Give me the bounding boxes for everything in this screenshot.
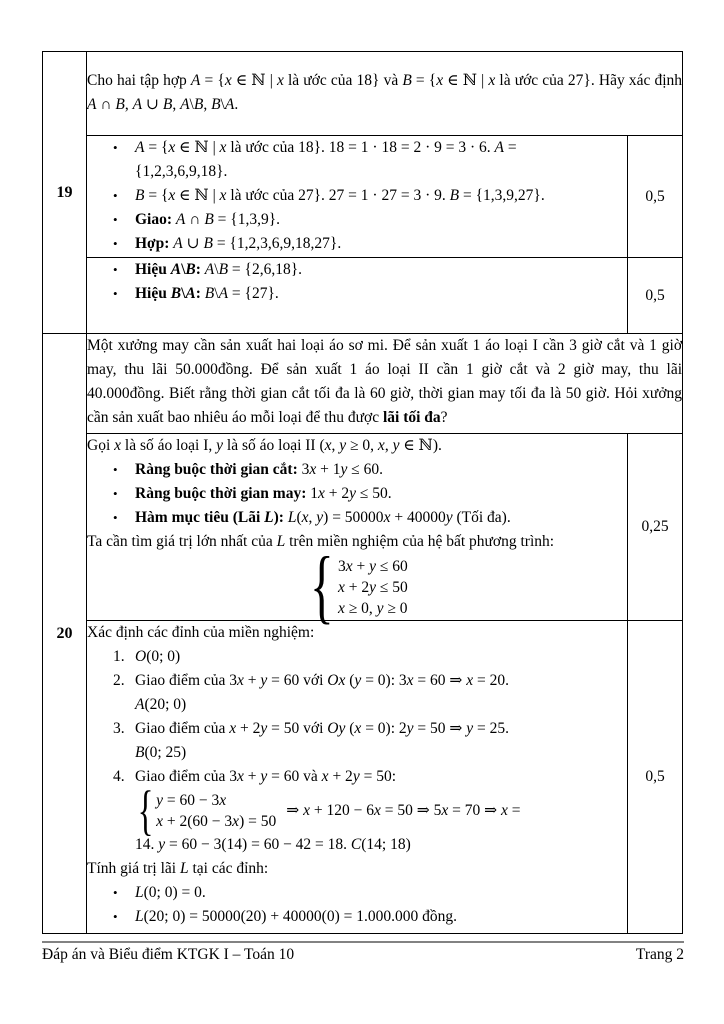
answer-row <box>43 258 683 334</box>
item-text: Ràng buộc thời gian cắt: 3x + 1y ≤ 60. <box>135 461 384 478</box>
bullet-item <box>87 458 627 482</box>
bullet-marker: • <box>113 236 118 251</box>
numbered-item <box>87 717 627 765</box>
item-text: Giao điểm của x + 2y = 50 với Oy (x = 0): 2y = 50 ⇒ y = 25. B(0; 25) <box>135 720 510 761</box>
item-text: Giao điểm của 3x + y = 60 với Ox (y = 0): 3x = 60 ⇒ x = 20. A(20; 0) <box>135 672 510 713</box>
bullet-item <box>87 232 627 256</box>
question-number-cell: 20 <box>43 334 87 934</box>
numbered-item <box>87 669 627 717</box>
bullet-item <box>87 136 627 184</box>
statement-cell: Một xưởng may cần sản xuất hai loại áo sơ mi. Để sản xuất 1 áo loại I cần 3 giờ cắt và 1 giờ may, thu lãi 50.000đồng. Để sản xuất 1 áo loại II cần 1 giờ cắt và 2 giờ may, thu lãi 40.000đồng. Biết rằng thời gian cắt tối đa là 60 giờ, thời gian may tối đa là 50 giờ. Hỏi xưởng cần sản xuất bao nhiêu áo mỗi loại để thu được lãi tối đa? <box>87 334 683 434</box>
item-text: Giao điểm của 3x + y = 60 và x + 2y = 50: <box>135 768 397 785</box>
system-lines <box>338 556 408 619</box>
bullet-marker: • <box>113 909 118 924</box>
answer-table <box>42 51 683 934</box>
statement-cell: Cho hai tập hợp A = {x ∈ ℕ | x là ước của 18} và B = {x ∈ ℕ | x là ước của 27}. Hãy xác định A ∩ B, A ∪ B, A\B, B\A. <box>87 52 683 136</box>
numbered-item <box>87 645 627 669</box>
answer-row <box>43 621 683 934</box>
equation-system-inline <box>135 779 627 841</box>
footer-rule <box>42 941 684 943</box>
footer-page-number: Trang 2 <box>635 946 684 963</box>
system-line: y = 60 − 3x <box>156 792 227 809</box>
equation-system-group <box>306 540 408 632</box>
system-line: x + 2(60 − 3x) = 50 <box>156 813 277 830</box>
answer-row <box>43 136 683 258</box>
answer-content-cell <box>87 621 628 934</box>
item-text: Ràng buộc thời gian may: 1x + 2y ≤ 50. <box>135 485 392 502</box>
brace-glyph: { <box>310 540 334 632</box>
footer-row <box>42 946 684 964</box>
system-line: x + 2y ≤ 50 <box>337 578 408 596</box>
item-text: L(0; 0) = 0. <box>135 884 206 901</box>
system-line: x ≥ 0, y ≥ 0 <box>337 599 408 617</box>
bullet-item <box>87 282 627 306</box>
question-number-cell: 19 <box>43 52 87 334</box>
bullet-item <box>87 506 627 530</box>
answer-content-cell <box>87 136 628 258</box>
bullet-marker: • <box>113 262 118 277</box>
bullet-marker: • <box>113 462 118 477</box>
bullet-item <box>87 208 627 232</box>
question-statement-row <box>43 334 683 434</box>
bullet-marker: • <box>113 212 118 227</box>
page-footer <box>42 941 684 964</box>
numbered-item <box>87 765 627 789</box>
answer-table-body <box>43 52 683 934</box>
answer-content-cell <box>87 258 628 334</box>
bullet-marker: • <box>113 510 118 525</box>
item-text: Hàm mục tiêu (Lãi L): L(x, y) = 50000x + 40000y (Tối đa). <box>135 509 511 526</box>
brace-glyph: { <box>137 779 154 841</box>
bullet-marker: • <box>113 486 118 501</box>
bullet-item <box>87 482 627 506</box>
item-text: O(0; 0) <box>135 648 181 665</box>
bullet-item <box>87 258 627 282</box>
paragraph: Tính giá trị lãi L tại các đỉnh: <box>87 860 269 877</box>
bullet-item <box>87 184 627 208</box>
system-line: 3x + y ≤ 60 <box>337 557 408 575</box>
item-text: Hiệu A\B: A\B = {2,6,18}. <box>135 261 303 278</box>
item-number: 3. <box>113 720 125 737</box>
bullet-item <box>87 881 627 905</box>
answer-row <box>43 434 683 621</box>
item-text: B = {x ∈ ℕ | x là ước của 27}. 27 = 1 · 27 = 3 · 9. B = {1,3,9,27}. <box>135 187 545 204</box>
answer-content-cell <box>87 434 628 632</box>
answer-table-container <box>42 51 682 934</box>
item-number: 1. <box>113 648 125 665</box>
paragraph: Xác định các đỉnh của miền nghiệm: <box>87 624 315 641</box>
continuation-line: 14. y = 60 − 3(14) = 60 − 42 = 18. C(14; 18) <box>135 836 411 853</box>
score-cell: 0,5 <box>628 258 683 334</box>
score-cell: 0,5 <box>628 621 683 934</box>
bullet-marker: • <box>113 140 118 155</box>
score-cell: 0,5 <box>628 136 683 258</box>
bullet-item <box>87 905 627 929</box>
equation-system-group <box>135 779 277 841</box>
item-number: 4. <box>113 768 125 785</box>
item-number: 2. <box>113 672 125 689</box>
item-text: Hiệu B\A: B\A = {27}. <box>135 285 279 302</box>
item-text: Giao: A ∩ B = {1,3,9}. <box>135 211 281 228</box>
paragraph: Gọi x là số áo loại I, y là số áo loại II (x, y ≥ 0, x, y ∈ ℕ). <box>87 437 442 454</box>
item-text: L(20; 0) = 50000(20) + 40000(0) = 1.000.000 đồng. <box>135 908 458 925</box>
bullet-marker: • <box>113 885 118 900</box>
system-lines <box>156 790 276 832</box>
question-statement-row <box>43 52 683 136</box>
paragraph: Ta cần tìm giá trị lớn nhất của L trên miền nghiệm của hệ bất phương trình: <box>87 533 555 550</box>
item-text: A = {x ∈ ℕ | x là ước của 18}. 18 = 1 · 18 = 2 · 9 = 3 · 6. A = {1,2,3,6,9,18}. <box>135 139 517 180</box>
item-text: Hợp: A ∪ B = {1,2,3,6,9,18,27}. <box>135 235 342 252</box>
bullet-marker: • <box>113 188 118 203</box>
score-cell: 0,25 <box>628 434 683 621</box>
system-after-text: ⇒ x + 120 − 6x = 50 ⇒ 5x = 70 ⇒ x = <box>286 802 521 819</box>
footer-doc-title: Đáp án và Biểu điểm KTGK I – Toán 10 <box>42 946 295 963</box>
bullet-marker: • <box>113 286 118 301</box>
